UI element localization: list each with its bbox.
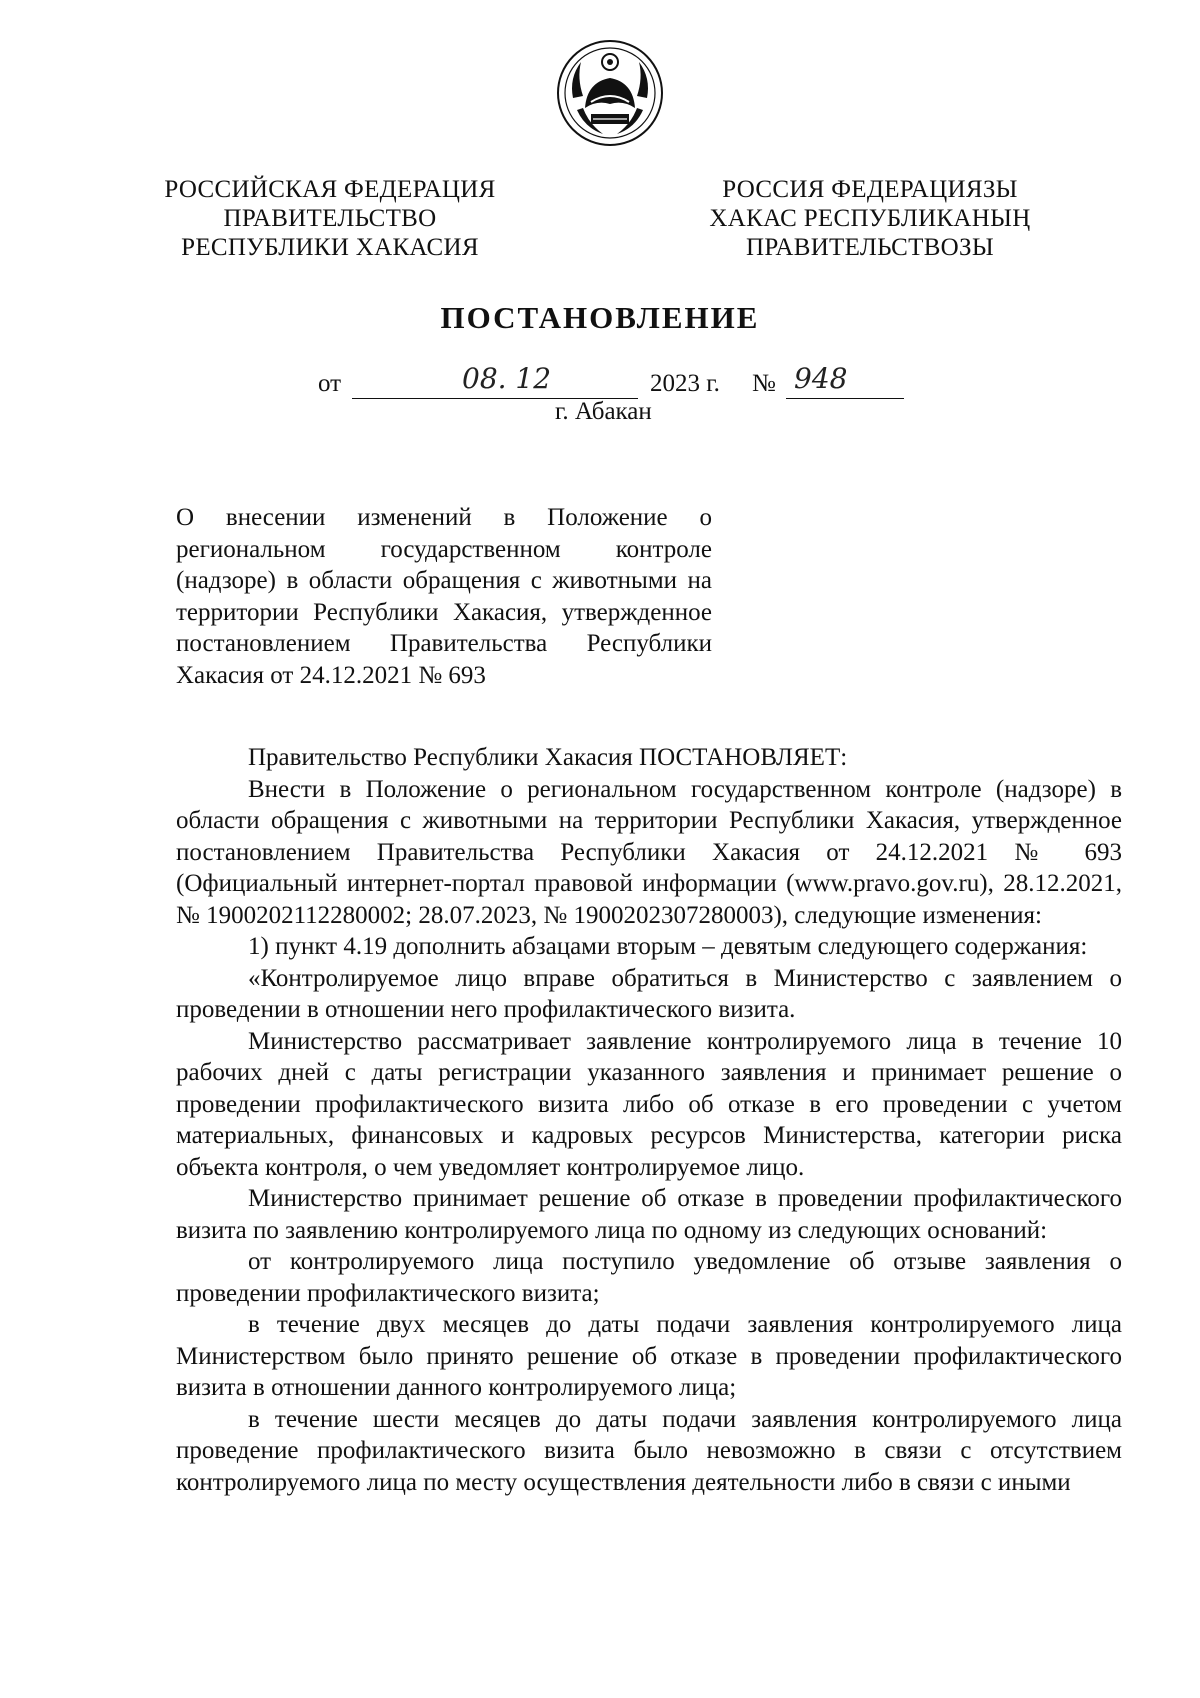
body-paragraph: Внести в Положение о региональном государственном контроле (надзоре) в области обращения с животными на территории Республики Хакасия, утвержденное постановлением Правительства Республики Хакасия от 24.12.2021 № 693 (Официальный интернет-портал правовой информации (www.pravo.gov.ru), 28.12.2021, № 1900202112280002; 28.07.2023, № 1900202307280003), следующие изменения: [176, 775, 1122, 929]
coat-of-arms-emblem [555, 38, 665, 148]
number-sign: № [752, 370, 776, 397]
date-handwritten: 08. 12 [462, 362, 552, 395]
header-right-line: ХАКАС РЕСПУБЛИКАНЫҢ [709, 205, 1031, 232]
document-body [176, 742, 1122, 1498]
body-paragraph: Правительство Республики Хакасия ПОСТАНОВЛЯЕТ: [248, 744, 848, 771]
document-title: ПОСТАНОВЛЕНИЕ [440, 300, 760, 335]
header-right-line: РОССИЯ ФЕДЕРАЦИЯЗЫ [722, 176, 1018, 203]
body-paragraph: Министерство рассматривает заявление контролируемого лица в течение 10 рабочих дней с даты регистрации указанного заявления и принимает решение о проведении профилактического визита либо об отказе в его проведении с учетом материальных, финансовых и кадровых ресурсов Министерства, категории риска объекта контроля, о чем уведомляет контролируемое лицо. [176, 1027, 1122, 1181]
header-left-line: РОССИЙСКАЯ ФЕДЕРАЦИЯ [164, 176, 496, 203]
header-left-line: РЕСПУБЛИКИ ХАКАСИЯ [181, 234, 479, 261]
year-label: 2023 г. [650, 370, 720, 397]
body-paragraph: Министерство принимает решение об отказе в проведении профилактического визита по заявлению контролируемого лица по одному из следующих оснований: [176, 1185, 1122, 1244]
date-prefix: от [318, 370, 342, 397]
header-right [680, 175, 1060, 262]
document-subject: О внесении изменений в Положение о региональном государственном контроле (надзоре) в области обращения с животными на территории Республики Хакасия, утвержденное постановлением Правительства Республики Хакасия от 24.12.2021 № 693 [176, 504, 712, 689]
body-paragraph: от контролируемого лица поступило уведомление об отзыве заявления о проведении профилактического визита; [176, 1248, 1122, 1307]
body-paragraph: в течение шести месяцев до даты подачи заявления контролируемого лица проведение профилактического визита было невозможно в связи с отсутствием контролируемого лица по месту осуществления деятельности либо в связи с иными [176, 1405, 1122, 1496]
header-right-line: ПРАВИТЕЛЬСТВОЗЫ [746, 234, 994, 261]
body-paragraph: «Контролируемое лицо вправе обратиться в Министерство с заявлением о проведении в отношении него профилактического визита. [176, 964, 1122, 1023]
body-paragraph: 1) пункт 4.19 дополнить абзацами вторым – девятым следующего содержания: [248, 933, 1088, 960]
body-paragraph: в течение двух месяцев до даты подачи заявления контролируемого лица Министерством было принято решение об отказе в проведении профилактического визита в отношении данного контролируемого лица; [176, 1311, 1122, 1401]
header-left [140, 175, 520, 262]
number-underline [786, 398, 904, 399]
city-label: г. Абакан [555, 398, 652, 425]
header-left-line: ПРАВИТЕЛЬСТВО [223, 205, 437, 232]
number-handwritten: 948 [794, 362, 848, 395]
